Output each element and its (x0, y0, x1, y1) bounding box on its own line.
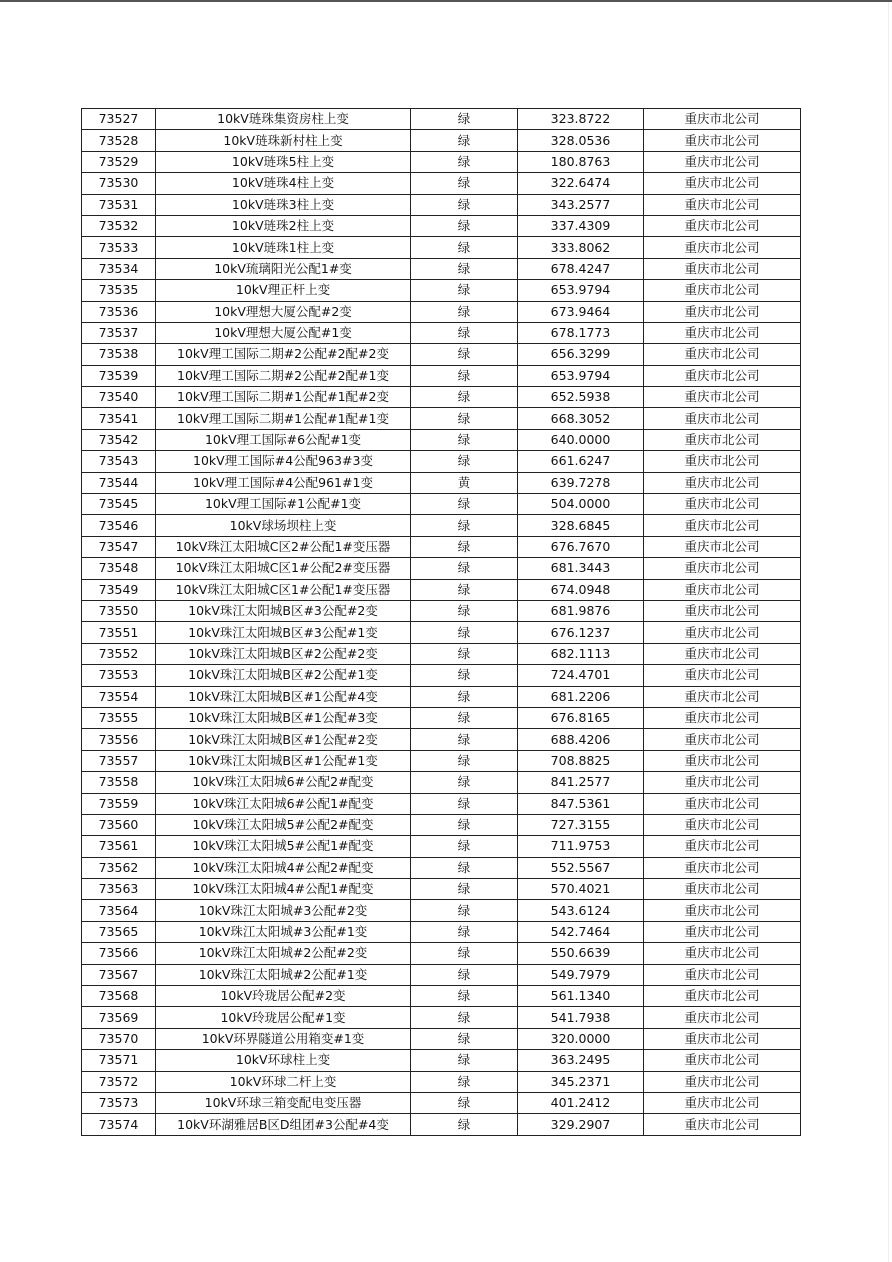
company-cell: 重庆市北公司 (644, 600, 801, 621)
row-id-cell: 73565 (82, 921, 156, 942)
transformer-name-cell: 10kV环球柱上变 (156, 1050, 411, 1071)
value-cell: 504.0000 (518, 494, 644, 515)
value-cell: 681.2206 (518, 686, 644, 707)
status-color-cell: 绿 (411, 130, 518, 151)
table-row (82, 215, 801, 236)
transformer-name-cell: 10kV珠江太阳城C区2#公配1#变压器 (156, 536, 411, 557)
row-id-cell: 73534 (82, 258, 156, 279)
table-row (82, 986, 801, 1007)
status-color-cell: 绿 (411, 322, 518, 343)
value-cell: 337.4309 (518, 215, 644, 236)
value-cell: 652.5938 (518, 387, 644, 408)
status-color-cell: 绿 (411, 665, 518, 686)
status-color-cell: 绿 (411, 836, 518, 857)
row-id-cell: 73531 (82, 194, 156, 215)
table-row (82, 729, 801, 750)
table-row (82, 772, 801, 793)
row-id-cell: 73529 (82, 151, 156, 172)
row-id-cell: 73553 (82, 665, 156, 686)
table-row (82, 558, 801, 579)
table-row (82, 964, 801, 985)
value-cell: 674.0948 (518, 579, 644, 600)
table-row (82, 151, 801, 172)
row-id-cell: 73540 (82, 387, 156, 408)
value-cell: 682.1113 (518, 643, 644, 664)
status-color-cell: 绿 (411, 387, 518, 408)
company-cell: 重庆市北公司 (644, 494, 801, 515)
status-color-cell: 绿 (411, 1092, 518, 1113)
row-id-cell: 73554 (82, 686, 156, 707)
transformer-name-cell: 10kV理工国际#1公配#1变 (156, 494, 411, 515)
transformer-name-cell: 10kV琏珠3柱上变 (156, 194, 411, 215)
value-cell: 668.3052 (518, 408, 644, 429)
row-id-cell: 73550 (82, 600, 156, 621)
company-cell: 重庆市北公司 (644, 686, 801, 707)
value-cell: 678.1773 (518, 322, 644, 343)
value-cell: 681.9876 (518, 600, 644, 621)
value-cell: 676.7670 (518, 536, 644, 557)
row-id-cell: 73574 (82, 1114, 156, 1135)
transformer-name-cell: 10kV珠江太阳城#3公配#1变 (156, 921, 411, 942)
row-id-cell: 73557 (82, 750, 156, 771)
company-cell: 重庆市北公司 (644, 665, 801, 686)
value-cell: 320.0000 (518, 1028, 644, 1049)
status-color-cell: 绿 (411, 643, 518, 664)
company-cell: 重庆市北公司 (644, 237, 801, 258)
transformer-name-cell: 10kV珠江太阳城B区#1公配#4变 (156, 686, 411, 707)
company-cell: 重庆市北公司 (644, 280, 801, 301)
value-cell: 328.6845 (518, 515, 644, 536)
status-color-cell: 绿 (411, 600, 518, 621)
company-cell: 重庆市北公司 (644, 130, 801, 151)
company-cell: 重庆市北公司 (644, 857, 801, 878)
table-row (82, 280, 801, 301)
transformer-name-cell: 10kV琏珠集资房柱上变 (156, 109, 411, 130)
status-color-cell: 绿 (411, 900, 518, 921)
table-row (82, 836, 801, 857)
company-cell: 重庆市北公司 (644, 1071, 801, 1092)
row-id-cell: 73532 (82, 215, 156, 236)
status-color-cell: 绿 (411, 1028, 518, 1049)
value-cell: 345.2371 (518, 1071, 644, 1092)
company-cell: 重庆市北公司 (644, 900, 801, 921)
transformer-name-cell: 10kV珠江太阳城5#公配1#配变 (156, 836, 411, 857)
transformer-name-cell: 10kV理正杆上变 (156, 280, 411, 301)
value-cell: 328.0536 (518, 130, 644, 151)
company-cell: 重庆市北公司 (644, 729, 801, 750)
row-id-cell: 73544 (82, 472, 156, 493)
company-cell: 重庆市北公司 (644, 772, 801, 793)
transformer-name-cell: 10kV琉璃阳光公配1#变 (156, 258, 411, 279)
company-cell: 重庆市北公司 (644, 964, 801, 985)
table-row (82, 622, 801, 643)
value-cell: 676.1237 (518, 622, 644, 643)
table-row (82, 900, 801, 921)
row-id-cell: 73546 (82, 515, 156, 536)
status-color-cell: 绿 (411, 215, 518, 236)
status-color-cell: 绿 (411, 558, 518, 579)
row-id-cell: 73535 (82, 280, 156, 301)
transformer-table (81, 108, 801, 1136)
value-cell: 711.9753 (518, 836, 644, 857)
row-id-cell: 73558 (82, 772, 156, 793)
value-cell: 401.2412 (518, 1092, 644, 1113)
status-color-cell: 绿 (411, 879, 518, 900)
company-cell: 重庆市北公司 (644, 1092, 801, 1113)
company-cell: 重庆市北公司 (644, 579, 801, 600)
table-row (82, 387, 801, 408)
row-id-cell: 73559 (82, 793, 156, 814)
value-cell: 561.1340 (518, 986, 644, 1007)
table-row (82, 750, 801, 771)
row-id-cell: 73552 (82, 643, 156, 664)
transformer-name-cell: 10kV琏珠新村柱上变 (156, 130, 411, 151)
table-row (82, 1114, 801, 1135)
company-cell: 重庆市北公司 (644, 836, 801, 857)
status-color-cell: 绿 (411, 986, 518, 1007)
row-id-cell: 73545 (82, 494, 156, 515)
row-id-cell: 73568 (82, 986, 156, 1007)
table-row (82, 1071, 801, 1092)
company-cell: 重庆市北公司 (644, 986, 801, 1007)
transformer-name-cell: 10kV理工国际二期#1公配#1配#1变 (156, 408, 411, 429)
table-row (82, 707, 801, 728)
table-row (82, 879, 801, 900)
status-color-cell: 绿 (411, 579, 518, 600)
table-row (82, 258, 801, 279)
table-row (82, 322, 801, 343)
row-id-cell: 73573 (82, 1092, 156, 1113)
transformer-name-cell: 10kV环湖雅居B区D组团#3公配#4变 (156, 1114, 411, 1135)
table-row (82, 365, 801, 386)
row-id-cell: 73536 (82, 301, 156, 322)
row-id-cell: 73571 (82, 1050, 156, 1071)
company-cell: 重庆市北公司 (644, 814, 801, 835)
transformer-name-cell: 10kV理工国际#4公配961#1变 (156, 472, 411, 493)
row-id-cell: 73533 (82, 237, 156, 258)
row-id-cell: 73569 (82, 1007, 156, 1028)
status-color-cell: 绿 (411, 408, 518, 429)
transformer-name-cell: 10kV珠江太阳城B区#3公配#2变 (156, 600, 411, 621)
transformer-name-cell: 10kV琏珠4柱上变 (156, 173, 411, 194)
value-cell: 724.4701 (518, 665, 644, 686)
row-id-cell: 73562 (82, 857, 156, 878)
status-color-cell: 绿 (411, 194, 518, 215)
company-cell: 重庆市北公司 (644, 408, 801, 429)
table-row (82, 814, 801, 835)
company-cell: 重庆市北公司 (644, 750, 801, 771)
status-color-cell: 绿 (411, 857, 518, 878)
status-color-cell: 绿 (411, 151, 518, 172)
value-cell: 640.0000 (518, 429, 644, 450)
transformer-name-cell: 10kV球场坝柱上变 (156, 515, 411, 536)
value-cell: 333.8062 (518, 237, 644, 258)
transformer-name-cell: 10kV珠江太阳城6#公配1#配变 (156, 793, 411, 814)
value-cell: 661.6247 (518, 451, 644, 472)
value-cell: 673.9464 (518, 301, 644, 322)
row-id-cell: 73564 (82, 900, 156, 921)
status-color-cell: 绿 (411, 1114, 518, 1135)
row-id-cell: 73570 (82, 1028, 156, 1049)
company-cell: 重庆市北公司 (644, 344, 801, 365)
value-cell: 549.7979 (518, 964, 644, 985)
row-id-cell: 73556 (82, 729, 156, 750)
transformer-name-cell: 10kV理工国际#6公配#1变 (156, 429, 411, 450)
status-color-cell: 绿 (411, 750, 518, 771)
company-cell: 重庆市北公司 (644, 921, 801, 942)
transformer-name-cell: 10kV环界隧道公用箱变#1变 (156, 1028, 411, 1049)
status-color-cell: 绿 (411, 1071, 518, 1092)
row-id-cell: 73551 (82, 622, 156, 643)
value-cell: 543.6124 (518, 900, 644, 921)
transformer-name-cell: 10kV珠江太阳城B区#2公配#1变 (156, 665, 411, 686)
status-color-cell: 绿 (411, 515, 518, 536)
status-color-cell: 绿 (411, 1050, 518, 1071)
table-row (82, 515, 801, 536)
transformer-name-cell: 10kV理工国际二期#1公配#1配#2变 (156, 387, 411, 408)
table-row (82, 344, 801, 365)
company-cell: 重庆市北公司 (644, 365, 801, 386)
status-color-cell: 绿 (411, 344, 518, 365)
transformer-name-cell: 10kV珠江太阳城#3公配#2变 (156, 900, 411, 921)
value-cell: 727.3155 (518, 814, 644, 835)
table-row (82, 686, 801, 707)
value-cell: 847.5361 (518, 793, 644, 814)
row-id-cell: 73539 (82, 365, 156, 386)
status-color-cell: 绿 (411, 793, 518, 814)
value-cell: 329.2907 (518, 1114, 644, 1135)
table-row (82, 665, 801, 686)
value-cell: 653.9794 (518, 280, 644, 301)
table-row (82, 921, 801, 942)
value-cell: 653.9794 (518, 365, 644, 386)
value-cell: 678.4247 (518, 258, 644, 279)
transformer-name-cell: 10kV珠江太阳城B区#1公配#3变 (156, 707, 411, 728)
table-row (82, 793, 801, 814)
transformer-name-cell: 10kV理想大厦公配#2变 (156, 301, 411, 322)
row-id-cell: 73572 (82, 1071, 156, 1092)
table-row (82, 194, 801, 215)
transformer-name-cell: 10kV珠江太阳城5#公配2#配变 (156, 814, 411, 835)
transformer-name-cell: 10kV珠江太阳城#2公配#2变 (156, 943, 411, 964)
company-cell: 重庆市北公司 (644, 173, 801, 194)
value-cell: 343.2577 (518, 194, 644, 215)
row-id-cell: 73527 (82, 109, 156, 130)
page-right-edge (888, 2, 889, 1262)
status-color-cell: 绿 (411, 729, 518, 750)
row-id-cell: 73547 (82, 536, 156, 557)
company-cell: 重庆市北公司 (644, 301, 801, 322)
value-cell: 541.7938 (518, 1007, 644, 1028)
table-row (82, 408, 801, 429)
transformer-name-cell: 10kV珠江太阳城B区#1公配#1变 (156, 750, 411, 771)
transformer-name-cell: 10kV珠江太阳城C区1#公配2#变压器 (156, 558, 411, 579)
value-cell: 639.7278 (518, 472, 644, 493)
transformer-name-cell: 10kV玲珑居公配#1变 (156, 1007, 411, 1028)
company-cell: 重庆市北公司 (644, 1050, 801, 1071)
value-cell: 323.8722 (518, 109, 644, 130)
company-cell: 重庆市北公司 (644, 429, 801, 450)
table-row (82, 643, 801, 664)
transformer-name-cell: 10kV珠江太阳城B区#2公配#2变 (156, 643, 411, 664)
value-cell: 180.8763 (518, 151, 644, 172)
row-id-cell: 73567 (82, 964, 156, 985)
value-cell: 363.2495 (518, 1050, 644, 1071)
status-color-cell: 绿 (411, 1007, 518, 1028)
status-color-cell: 绿 (411, 964, 518, 985)
table-row (82, 579, 801, 600)
table-row (82, 173, 801, 194)
value-cell: 688.4206 (518, 729, 644, 750)
status-color-cell: 绿 (411, 622, 518, 643)
status-color-cell: 绿 (411, 301, 518, 322)
row-id-cell: 73563 (82, 879, 156, 900)
row-id-cell: 73541 (82, 408, 156, 429)
status-color-cell: 绿 (411, 921, 518, 942)
company-cell: 重庆市北公司 (644, 622, 801, 643)
transformer-name-cell: 10kV环球三箱变配电变压器 (156, 1092, 411, 1113)
value-cell: 681.3443 (518, 558, 644, 579)
company-cell: 重庆市北公司 (644, 194, 801, 215)
table-row (82, 237, 801, 258)
transformer-name-cell: 10kV珠江太阳城B区#3公配#1变 (156, 622, 411, 643)
status-color-cell: 绿 (411, 429, 518, 450)
status-color-cell: 绿 (411, 536, 518, 557)
company-cell: 重庆市北公司 (644, 215, 801, 236)
status-color-cell: 绿 (411, 943, 518, 964)
transformer-name-cell: 10kV理工国际#4公配963#3变 (156, 451, 411, 472)
transformer-name-cell: 10kV琏珠5柱上变 (156, 151, 411, 172)
table-row (82, 1050, 801, 1071)
table-row (82, 451, 801, 472)
company-cell: 重庆市北公司 (644, 558, 801, 579)
company-cell: 重庆市北公司 (644, 387, 801, 408)
status-color-cell: 绿 (411, 365, 518, 386)
value-cell: 708.8825 (518, 750, 644, 771)
transformer-name-cell: 10kV琏珠1柱上变 (156, 237, 411, 258)
table-row (82, 536, 801, 557)
company-cell: 重庆市北公司 (644, 515, 801, 536)
row-id-cell: 73555 (82, 707, 156, 728)
status-color-cell: 绿 (411, 280, 518, 301)
transformer-name-cell: 10kV理工国际二期#2公配#2配#2变 (156, 344, 411, 365)
table-row (82, 494, 801, 515)
status-color-cell: 绿 (411, 772, 518, 793)
status-color-cell: 绿 (411, 173, 518, 194)
company-cell: 重庆市北公司 (644, 151, 801, 172)
status-color-cell: 绿 (411, 686, 518, 707)
row-id-cell: 73542 (82, 429, 156, 450)
transformer-name-cell: 10kV珠江太阳城4#公配2#配变 (156, 857, 411, 878)
row-id-cell: 73549 (82, 579, 156, 600)
row-id-cell: 73560 (82, 814, 156, 835)
table-body (82, 109, 801, 1136)
table-row (82, 301, 801, 322)
value-cell: 676.8165 (518, 707, 644, 728)
status-color-cell: 绿 (411, 237, 518, 258)
table-row (82, 472, 801, 493)
status-color-cell: 绿 (411, 258, 518, 279)
company-cell: 重庆市北公司 (644, 322, 801, 343)
row-id-cell: 73548 (82, 558, 156, 579)
company-cell: 重庆市北公司 (644, 643, 801, 664)
transformer-name-cell: 10kV珠江太阳城B区#1公配#2变 (156, 729, 411, 750)
table-row (82, 600, 801, 621)
row-id-cell: 73561 (82, 836, 156, 857)
status-color-cell: 绿 (411, 109, 518, 130)
company-cell: 重庆市北公司 (644, 1028, 801, 1049)
status-color-cell: 绿 (411, 451, 518, 472)
transformer-name-cell: 10kV琏珠2柱上变 (156, 215, 411, 236)
row-id-cell: 73528 (82, 130, 156, 151)
value-cell: 550.6639 (518, 943, 644, 964)
row-id-cell: 73566 (82, 943, 156, 964)
company-cell: 重庆市北公司 (644, 258, 801, 279)
value-cell: 552.5567 (518, 857, 644, 878)
status-color-cell: 绿 (411, 814, 518, 835)
table-row (82, 429, 801, 450)
transformer-name-cell: 10kV珠江太阳城#2公配#1变 (156, 964, 411, 985)
value-cell: 570.4021 (518, 879, 644, 900)
company-cell: 重庆市北公司 (644, 793, 801, 814)
value-cell: 656.3299 (518, 344, 644, 365)
table-row (82, 857, 801, 878)
company-cell: 重庆市北公司 (644, 879, 801, 900)
table-row (82, 1007, 801, 1028)
status-color-cell: 绿 (411, 494, 518, 515)
value-cell: 841.2577 (518, 772, 644, 793)
transformer-name-cell: 10kV珠江太阳城4#公配1#配变 (156, 879, 411, 900)
value-cell: 322.6474 (518, 173, 644, 194)
row-id-cell: 73538 (82, 344, 156, 365)
company-cell: 重庆市北公司 (644, 943, 801, 964)
transformer-name-cell: 10kV环球二杆上变 (156, 1071, 411, 1092)
table-row (82, 943, 801, 964)
table-row (82, 109, 801, 130)
company-cell: 重庆市北公司 (644, 109, 801, 130)
status-color-cell: 绿 (411, 707, 518, 728)
company-cell: 重庆市北公司 (644, 451, 801, 472)
transformer-name-cell: 10kV珠江太阳城C区1#公配1#变压器 (156, 579, 411, 600)
value-cell: 542.7464 (518, 921, 644, 942)
company-cell: 重庆市北公司 (644, 536, 801, 557)
status-color-cell: 黄 (411, 472, 518, 493)
transformer-name-cell: 10kV玲珑居公配#2变 (156, 986, 411, 1007)
row-id-cell: 73530 (82, 173, 156, 194)
company-cell: 重庆市北公司 (644, 707, 801, 728)
transformer-name-cell: 10kV珠江太阳城6#公配2#配变 (156, 772, 411, 793)
company-cell: 重庆市北公司 (644, 472, 801, 493)
company-cell: 重庆市北公司 (644, 1114, 801, 1135)
row-id-cell: 73543 (82, 451, 156, 472)
page-top-border (0, 0, 892, 2)
row-id-cell: 73537 (82, 322, 156, 343)
transformer-name-cell: 10kV理想大厦公配#1变 (156, 322, 411, 343)
table-row (82, 1028, 801, 1049)
transformer-name-cell: 10kV理工国际二期#2公配#2配#1变 (156, 365, 411, 386)
company-cell: 重庆市北公司 (644, 1007, 801, 1028)
table-row (82, 1092, 801, 1113)
table-row (82, 130, 801, 151)
